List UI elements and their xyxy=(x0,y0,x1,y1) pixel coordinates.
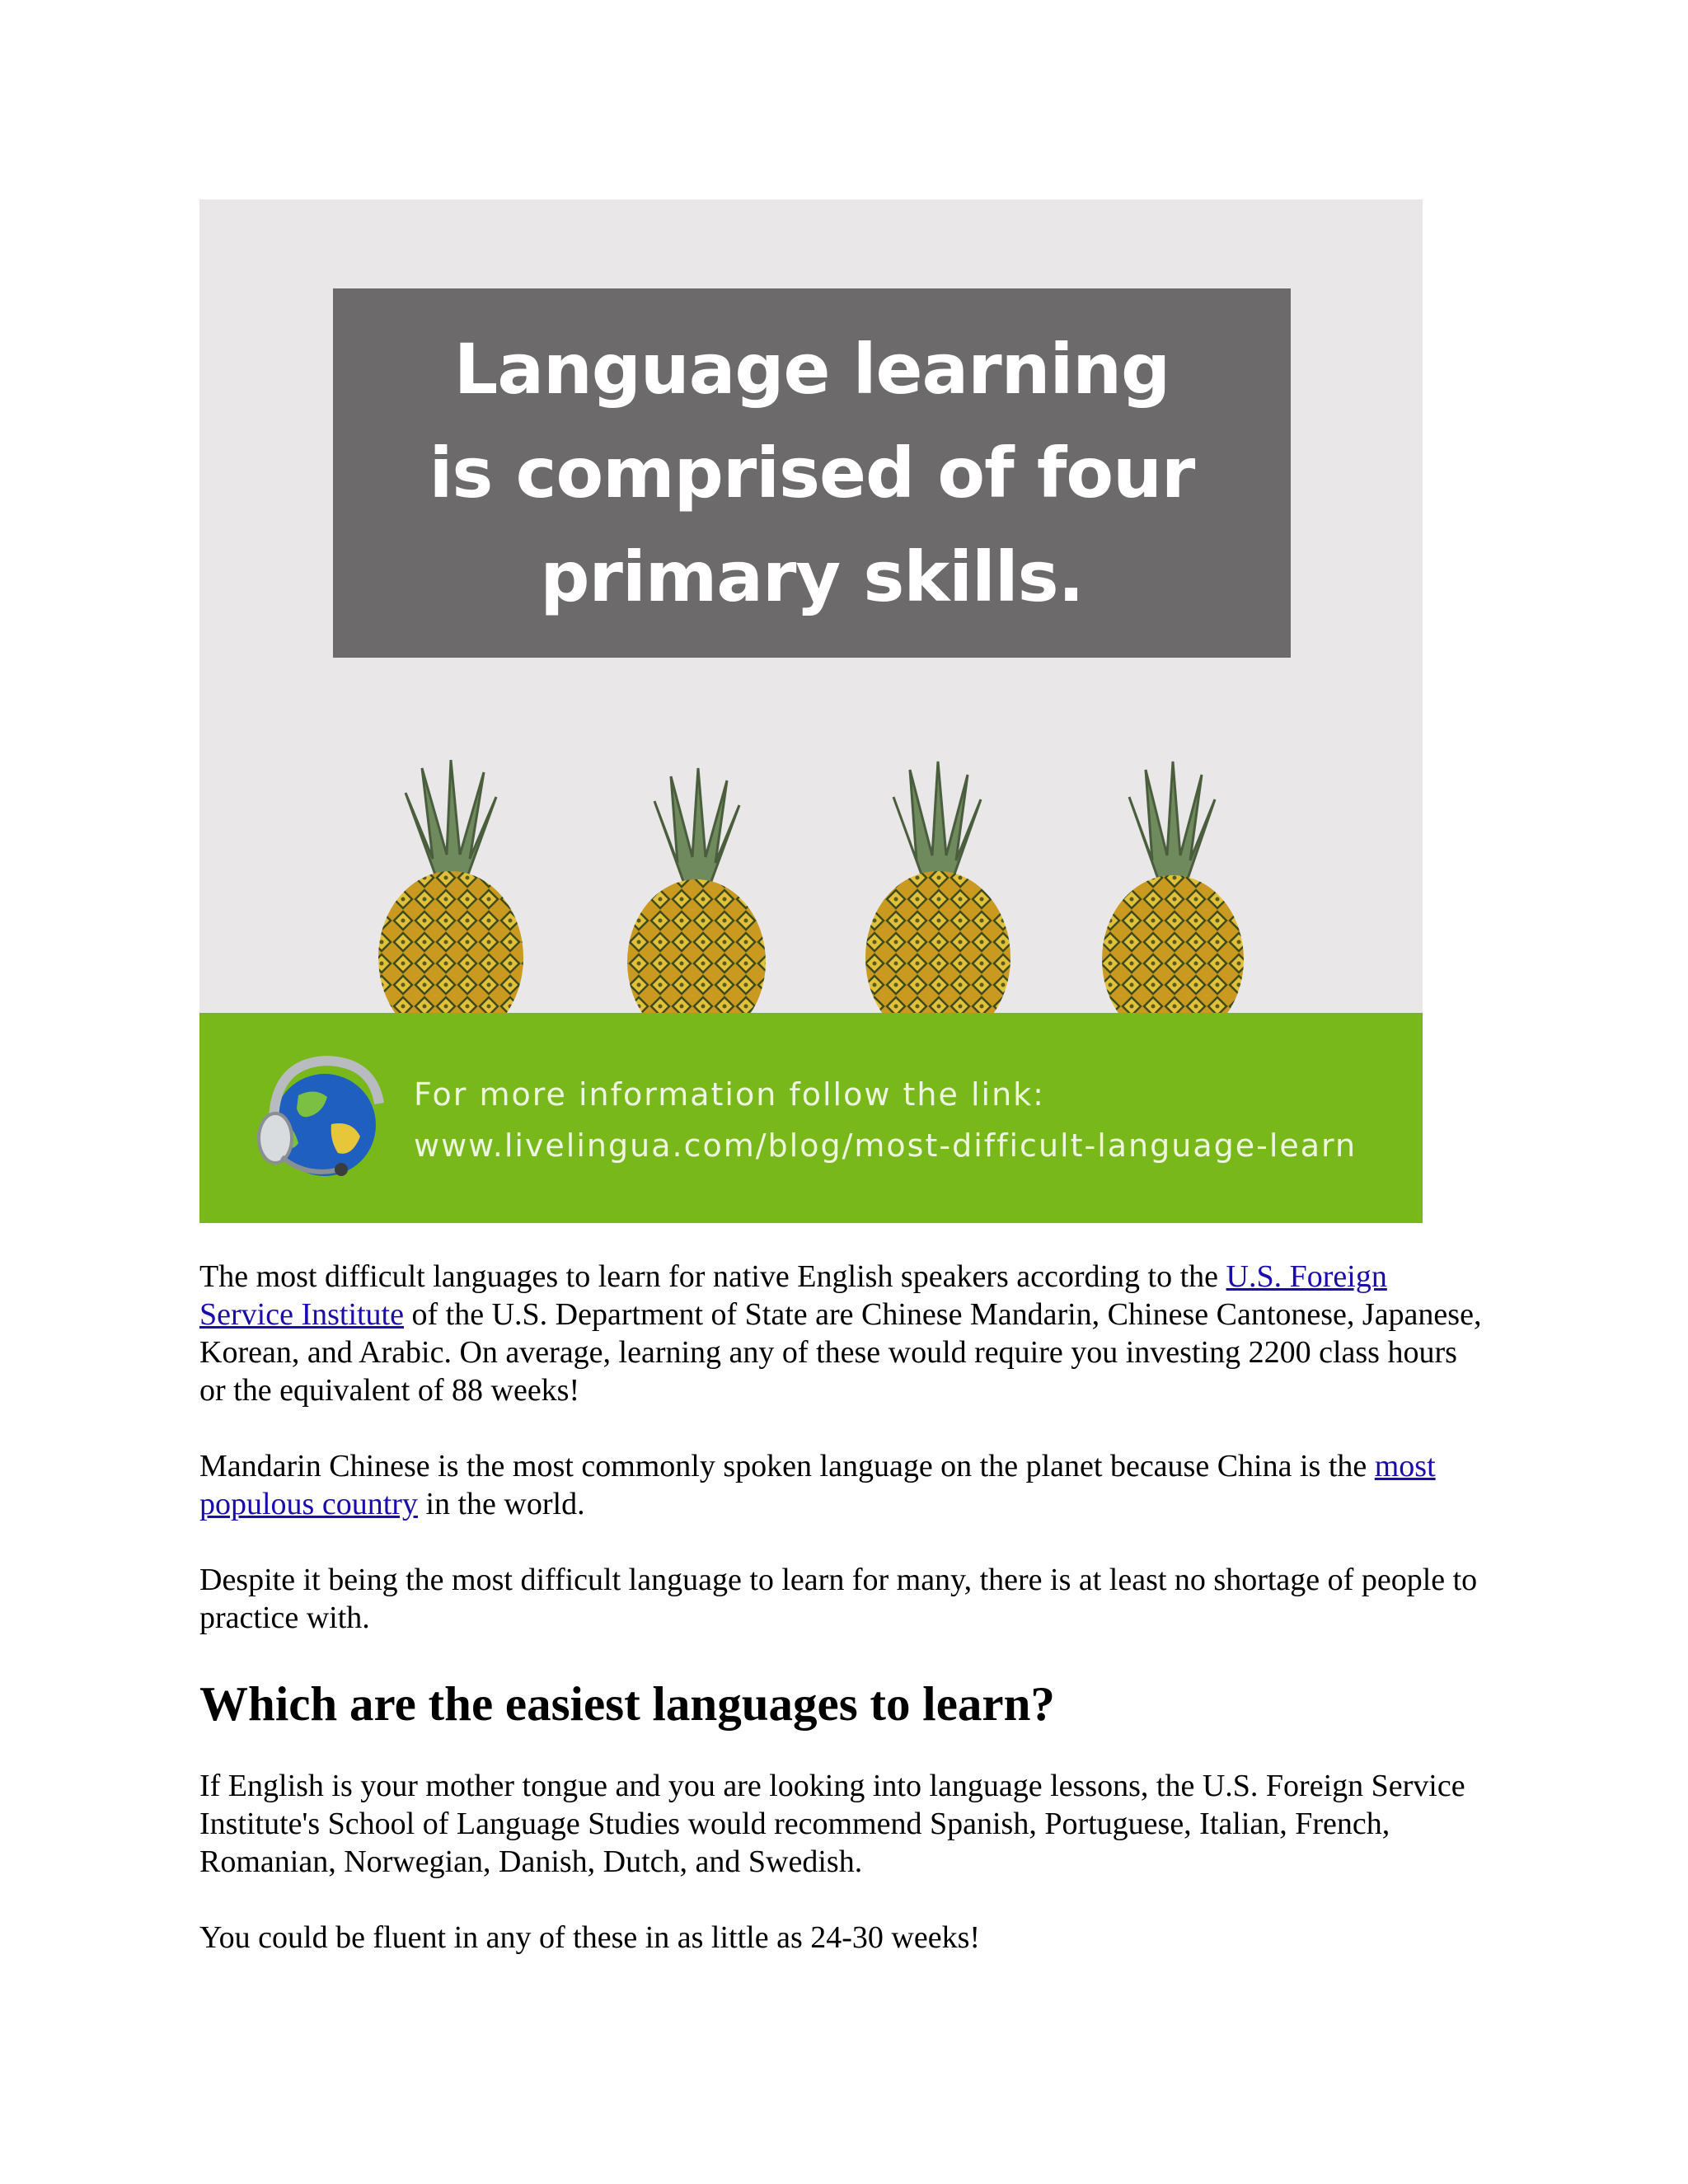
info-text xyxy=(414,1069,1357,1171)
banner-image xyxy=(199,199,1423,1223)
paragraph-4: If English is your mother tongue and you are looking into language lessons, the U.S. Foreign Service Institute's School of Language Studies would recommend Spanish, Portuguese, Italian, French, Romanian, Norwegian, Danish, Dutch, and Swedish. xyxy=(199,1769,1465,1879)
paragraph-3: Despite it being the most difficult language to learn for many, there is at least no shortage of people to practice with. xyxy=(199,1563,1478,1635)
headline-line-1: Language learning xyxy=(453,329,1170,410)
headline-line-3: primary skills. xyxy=(540,537,1084,617)
info-url: www.livelingua.com/blog/most-difficult-language-learn xyxy=(414,1127,1357,1164)
paragraph-2-text-a: Mandarin Chinese is the most commonly spoken language on the planet because China is the xyxy=(199,1449,1375,1483)
paragraph-1 xyxy=(199,1258,1485,1409)
paragraph-1-text-a: The most difficult languages to learn for native English speakers according to the xyxy=(199,1259,1226,1294)
pineapple-1 xyxy=(378,760,523,1015)
headline-line-2: is comprised of four xyxy=(429,433,1195,513)
paragraph-1-text-b: of the U.S. Department of State are Chinese Mandarin, Chinese Cantonese, Japanese, Korean, and Arabic. On average, learning any of these would require you investing 2200 class hours or the equivalent of 88 weeks! xyxy=(199,1297,1482,1408)
globe-headset-logo-icon xyxy=(249,1046,397,1194)
headline-box xyxy=(333,288,1291,658)
us-foreign-service-institute-link[interactable]: U.S. Foreign Service Institute xyxy=(199,1259,1387,1332)
pineapples-illustration xyxy=(199,760,1423,1015)
paragraph-2-text-b: in the world. xyxy=(417,1487,585,1521)
pineapple-4 xyxy=(1102,762,1244,1015)
paragraph-5: You could be fluent in any of these in as little as 24-30 weeks! xyxy=(199,1920,981,1955)
pineapple-3 xyxy=(865,762,1010,1015)
article-body xyxy=(199,1258,1485,1994)
section-heading: Which are the easiest languages to learn? xyxy=(199,1676,1055,1731)
info-bar xyxy=(199,1013,1423,1223)
most-populous-country-link[interactable]: most populous country xyxy=(199,1449,1436,1521)
pineapple-2 xyxy=(627,768,766,1015)
info-line-1: For more information follow the link: xyxy=(414,1076,1045,1113)
banner-headline xyxy=(429,317,1195,629)
paragraph-2 xyxy=(199,1447,1485,1523)
